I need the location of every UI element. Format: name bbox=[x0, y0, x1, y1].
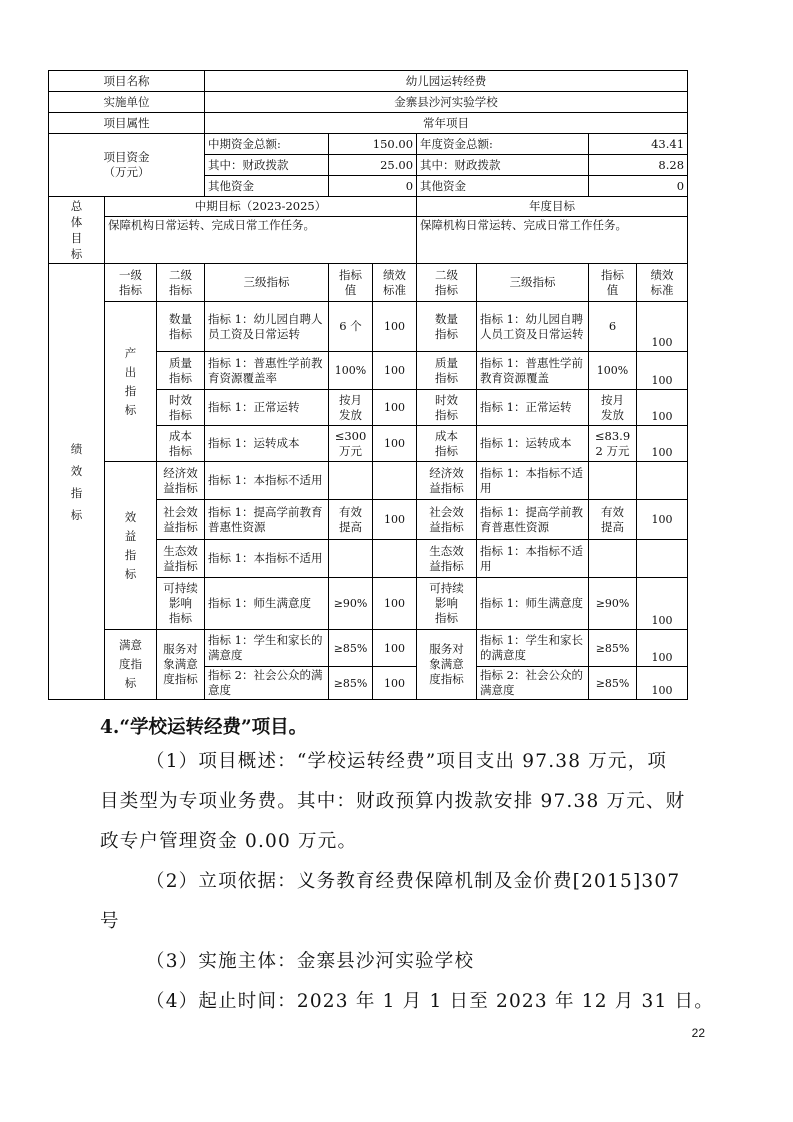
cost-val: ≤300 万元 bbox=[329, 426, 373, 462]
cost-std: 100 bbox=[373, 426, 417, 462]
year-total-label: 年度资金总额: bbox=[417, 134, 589, 155]
econ-yl2: 经济效 益指标 bbox=[417, 462, 477, 500]
h-year-value: 指标 值 bbox=[589, 264, 637, 302]
time-l3: 指标 1：正常运转 bbox=[205, 390, 329, 426]
section-body-2 bbox=[100, 870, 714, 1030]
output-label: 产 出 指 标 bbox=[105, 302, 157, 462]
year-other-value: 0 bbox=[589, 176, 688, 197]
qual-yval: 100% bbox=[589, 352, 637, 390]
sus-l2: 可持续 影响 指标 bbox=[157, 578, 205, 630]
sat-stda: 100 bbox=[373, 630, 417, 667]
cost-ystd: 100 bbox=[637, 426, 688, 462]
sat-l2: 服务对 象满意 度指标 bbox=[157, 630, 205, 700]
h-level3: 三级指标 bbox=[205, 264, 329, 302]
h-value: 指标 值 bbox=[329, 264, 373, 302]
sus-yl3: 指标 1：师生满意度 bbox=[477, 578, 589, 630]
fund-label: 项目资金 （万元） bbox=[49, 134, 205, 197]
h-level2: 二级 指标 bbox=[157, 264, 205, 302]
project-name-label: 项目名称 bbox=[49, 71, 205, 92]
sus-yl2: 可持续 影响 指标 bbox=[417, 578, 477, 630]
h-year-standard: 绩效 标准 bbox=[637, 264, 688, 302]
goals-label: 总 体 目 标 bbox=[49, 197, 105, 264]
year-fin-label: 其中：财政拨款 bbox=[417, 155, 589, 176]
eco-std bbox=[373, 540, 417, 578]
eco-ystd bbox=[637, 540, 688, 578]
qual-std: 100 bbox=[373, 352, 417, 390]
eco-val bbox=[329, 540, 373, 578]
time-yl2: 时效 指标 bbox=[417, 390, 477, 426]
econ-yl3: 指标 1：本指标不适用 bbox=[477, 462, 589, 500]
econ-val bbox=[329, 462, 373, 500]
sat-vala: ≥85% bbox=[329, 630, 373, 667]
qual-val: 100% bbox=[329, 352, 373, 390]
section-body bbox=[100, 750, 710, 870]
soc-val: 有效 提高 bbox=[329, 500, 373, 540]
eco-yl2: 生态效 益指标 bbox=[417, 540, 477, 578]
qty-l2: 数量 指标 bbox=[157, 302, 205, 352]
para2-line2: 号 bbox=[100, 911, 120, 932]
mid-total-label: 中期资金总额: bbox=[205, 134, 329, 155]
page-number: 22 bbox=[691, 1026, 705, 1040]
time-yl3: 指标 1：正常运转 bbox=[477, 390, 589, 426]
mid-other-label: 其他资金 bbox=[205, 176, 329, 197]
eco-l3: 指标 1：本指标不适用 bbox=[205, 540, 329, 578]
satisf-label: 满意 度指 标 bbox=[105, 630, 157, 700]
econ-l3: 指标 1：本指标不适用 bbox=[205, 462, 329, 500]
mid-fin-label: 其中：财政拨款 bbox=[205, 155, 329, 176]
econ-std bbox=[373, 462, 417, 500]
econ-yval bbox=[589, 462, 637, 500]
sat-yl3b: 指标 2：社会公众的满意度 bbox=[477, 667, 589, 700]
mid-goal-text: 保障机构日常运转、完成日常工作任务。 bbox=[105, 217, 417, 264]
time-std: 100 bbox=[373, 390, 417, 426]
para1-line3: 政专户管理资金 0.00 万元。 bbox=[100, 831, 358, 852]
para2-line1: （2）立项依据：义务教育经费保障机制及金价费[2015]307 bbox=[146, 871, 681, 892]
time-ystd: 100 bbox=[637, 390, 688, 426]
sus-val: ≥90% bbox=[329, 578, 373, 630]
sat-ystdb: 100 bbox=[637, 667, 688, 700]
year-fin-value: 8.28 bbox=[589, 155, 688, 176]
qual-l2: 质量 指标 bbox=[157, 352, 205, 390]
econ-ystd bbox=[637, 462, 688, 500]
cost-l3: 指标 1：运转成本 bbox=[205, 426, 329, 462]
qty-l3: 指标 1：幼儿园自聘人员工资及日常运转 bbox=[205, 302, 329, 352]
soc-l3: 指标 1：提高学前教育普惠性资源 bbox=[205, 500, 329, 540]
econ-l2: 经济效 益指标 bbox=[157, 462, 205, 500]
mid-goal-header: 中期目标（2023-2025） bbox=[105, 197, 417, 217]
h-year-level3: 三级指标 bbox=[477, 264, 589, 302]
sat-yvala: ≥85% bbox=[589, 630, 637, 667]
mid-fin-value: 25.00 bbox=[329, 155, 417, 176]
sat-l3a: 指标 1：学生和家长的满意度 bbox=[205, 630, 329, 667]
sus-ystd: 100 bbox=[637, 578, 688, 630]
time-yval: 按月 发放 bbox=[589, 390, 637, 426]
eco-l2: 生态效 益指标 bbox=[157, 540, 205, 578]
qty-yval: 6 bbox=[589, 302, 637, 352]
h-standard: 绩效 标准 bbox=[373, 264, 417, 302]
perf-label: 绩 效 指 标 bbox=[49, 264, 105, 700]
sat-valb: ≥85% bbox=[329, 667, 373, 700]
sat-yvalb: ≥85% bbox=[589, 667, 637, 700]
year-total-value: 43.41 bbox=[589, 134, 688, 155]
mid-other-value: 0 bbox=[329, 176, 417, 197]
cost-yval: ≤83.9 2 万元 bbox=[589, 426, 637, 462]
qual-yl3: 指标 1：普惠性学前教育资源覆盖 bbox=[477, 352, 589, 390]
attr-label: 项目属性 bbox=[49, 113, 205, 134]
project-name-value: 幼儿园运转经费 bbox=[205, 71, 688, 92]
soc-yval: 有效 提高 bbox=[589, 500, 637, 540]
para4: （4）起止时间：2023 年 1 月 1 日至 2023 年 12 月 31 日。 bbox=[146, 991, 714, 1012]
project-table bbox=[48, 70, 688, 700]
soc-l2: 社会效 益指标 bbox=[157, 500, 205, 540]
cost-yl3: 指标 1：运转成本 bbox=[477, 426, 589, 462]
qty-yl2: 数量 指标 bbox=[417, 302, 477, 352]
qty-yl3: 指标 1：幼儿园自聘人员工资及日常运转 bbox=[477, 302, 589, 352]
sat-yl3a: 指标 1：学生和家长的满意度 bbox=[477, 630, 589, 667]
para3: （3）实施主体：金寨县沙河实验学校 bbox=[146, 951, 475, 972]
time-val: 按月 发放 bbox=[329, 390, 373, 426]
unit-value: 金寨县沙河实验学校 bbox=[205, 92, 688, 113]
qty-std: 100 bbox=[373, 302, 417, 352]
sus-l3: 指标 1：师生满意度 bbox=[205, 578, 329, 630]
sat-yl2: 服务对 象满意 度指标 bbox=[417, 630, 477, 700]
cost-yl2: 成本 指标 bbox=[417, 426, 477, 462]
year-goal-text: 保障机构日常运转、完成日常工作任务。 bbox=[417, 217, 688, 264]
unit-label: 实施单位 bbox=[49, 92, 205, 113]
qual-yl2: 质量 指标 bbox=[417, 352, 477, 390]
benefit-label: 效 益 指 标 bbox=[105, 462, 157, 630]
soc-yl3: 指标 1：提高学前教育普惠性资源 bbox=[477, 500, 589, 540]
para1-line1: （1）项目概述：“学校运转经费”项目支出 97.38 万元，项 bbox=[146, 751, 668, 772]
cost-l2: 成本 指标 bbox=[157, 426, 205, 462]
para1-line2: 目类型为专项业务费。其中：财政预算内拨款安排 97.38 万元、财 bbox=[100, 791, 686, 812]
section-heading: 4.“学校运转经费”项目。 bbox=[100, 717, 308, 738]
sat-stdb: 100 bbox=[373, 667, 417, 700]
sus-std: 100 bbox=[373, 578, 417, 630]
time-l2: 时效 指标 bbox=[157, 390, 205, 426]
eco-yval bbox=[589, 540, 637, 578]
soc-ystd: 100 bbox=[637, 500, 688, 540]
year-other-label: 其他资金 bbox=[417, 176, 589, 197]
h-year-level2: 二级 指标 bbox=[417, 264, 477, 302]
qty-ystd: 100 bbox=[637, 302, 688, 352]
sat-ystda: 100 bbox=[637, 630, 688, 667]
year-goal-header: 年度目标 bbox=[417, 197, 688, 217]
qual-ystd: 100 bbox=[637, 352, 688, 390]
soc-yl2: 社会效 益指标 bbox=[417, 500, 477, 540]
soc-std: 100 bbox=[373, 500, 417, 540]
sus-yval: ≥90% bbox=[589, 578, 637, 630]
qual-l3: 指标 1：普惠性学前教育资源覆盖率 bbox=[205, 352, 329, 390]
attr-value: 常年项目 bbox=[205, 113, 688, 134]
eco-yl3: 指标 1：本指标不适用 bbox=[477, 540, 589, 578]
qty-val: 6 个 bbox=[329, 302, 373, 352]
mid-total-value: 150.00 bbox=[329, 134, 417, 155]
h-level1: 一级 指标 bbox=[105, 264, 157, 302]
sat-l3b: 指标 2：社会公众的满意度 bbox=[205, 667, 329, 700]
